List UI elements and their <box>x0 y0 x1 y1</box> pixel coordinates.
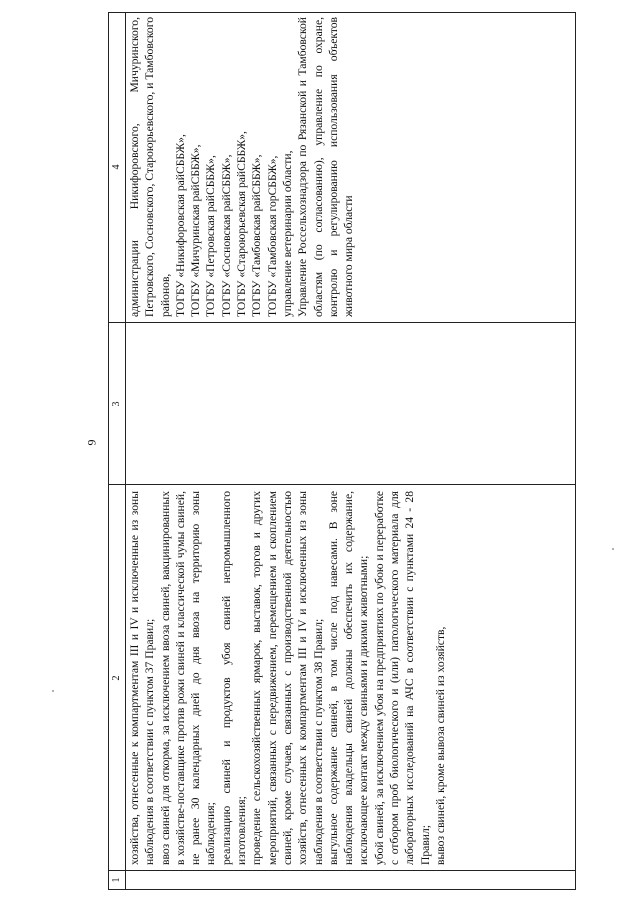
responsible-line: ТОГБУ «Тамбовская райСББЖ», <box>250 154 264 317</box>
measure-paragraph: хозяйства, отнесенные к компартментам III и IV и исключенные из зоны наблюдения в соответствии с пунктом 37 Правил; <box>128 491 157 865</box>
measure-paragraph: проведение сельскохозяйственных ярмарок, выставок, торгов и других мероприятий, связанных с передвижением, перемещением и скоплением свиней, кроме случаев, связанных с производственной деятельностью хозяйств, отнесенных к компартментам III и IV и исключенных из зоны наблюдения в соответствии с пунктом 38 Правил; <box>250 491 325 865</box>
responsible-line: ТОГБУ «Мичуринская райСББЖ», <box>189 144 203 317</box>
responsible-line: Управление Россельхознадзора по Рязанской и Тамбовской областям (по согласованию), управление по охране, контролю и регулированию использования объектов животного мира области <box>296 17 356 317</box>
header-cell-2: 2 <box>109 485 126 871</box>
responsible-line: ТОГБУ «Никифоровская райСББЖ», <box>173 134 187 317</box>
measure-paragraph: выгульное содержание свиней, в том числе под навесами. В зоне наблюдения владельцы свиней должны обеспечить их содержание, исключающее контакт между свиньями и дикими животными; <box>326 491 371 865</box>
responsible-column-text <box>127 17 356 317</box>
responsible-line: ТОГБУ «Петровская райСББЖ», <box>204 155 218 317</box>
scan-speck <box>52 690 54 692</box>
responsible-line: администрации Никифоровского, Мичуринского, Петровского, Сосновского, Староюрьевского, и Тамбовского районов, <box>128 17 172 317</box>
header-cell-3: 3 <box>109 323 126 485</box>
measure-paragraph: ввоз свиней для откорма, за исключением ввоза свиней, вакцинированных в хозяйстве-поставщике против рожи свиней и классической чумы свиней, не ранее 30 календарных дней до дня ввоза на территорию зоны наблюдения; <box>158 491 218 865</box>
scan-speck <box>612 548 614 550</box>
header-cell-1: 1 <box>109 871 126 889</box>
header-cell-4: 4 <box>109 12 126 323</box>
measure-paragraph: реализацию свиней и продуктов убоя свиней непромышленного изготовления; <box>219 491 249 865</box>
rotated-page-region <box>108 12 576 890</box>
measure-paragraph: вывоз свиней, кроме вывоза свиней из хозяйств, <box>433 626 447 865</box>
column-divider <box>109 322 575 323</box>
measures-table <box>108 12 576 890</box>
column-divider <box>109 870 575 871</box>
responsible-line: ТОГБУ «Сосновская райСББЖ», <box>219 154 233 317</box>
measure-paragraph: убой свиней, за исключением убоя на предприятиях по убою и переработке с отбором проб биологического и (или) патологического материала для лабораторных исследований на АЧС в соответствии с пунктами 24 - 28 Правил; <box>372 491 432 865</box>
responsible-line: ТОГБУ «Староюрьевская райСББЖ», <box>235 131 249 317</box>
column-divider <box>109 484 575 485</box>
responsible-line: ТОГБУ «Тамбовская горСББЖ», <box>265 155 279 317</box>
page-number: 9 <box>84 439 99 446</box>
responsible-line: управление ветеринарии области, <box>280 150 294 317</box>
measures-column-text <box>127 491 448 865</box>
